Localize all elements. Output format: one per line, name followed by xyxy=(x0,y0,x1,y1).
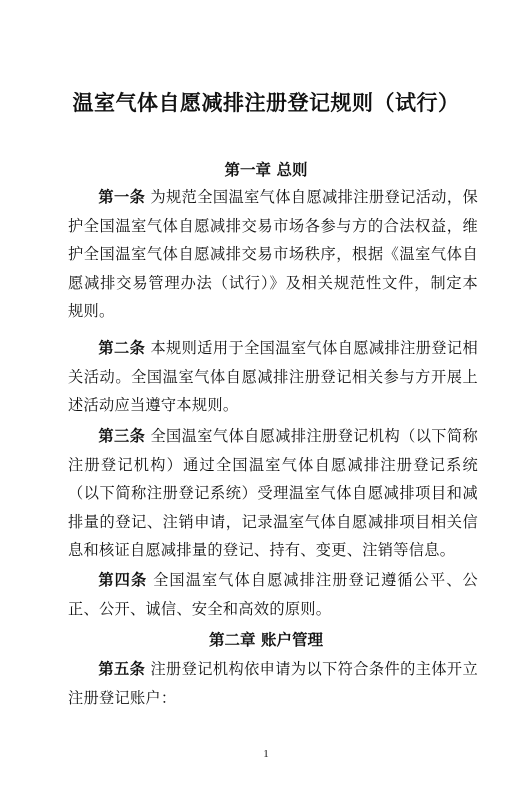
article-4 xyxy=(68,566,478,623)
article-1 xyxy=(68,183,478,326)
article-3 xyxy=(68,422,478,565)
article-label: 第一条 xyxy=(98,188,146,206)
article-label: 第二条 xyxy=(98,339,146,357)
page-number: 1 xyxy=(263,748,269,760)
article-text: 为规范全国温室气体自愿减排注册登记活动，保护全国温室气体自愿减排交易市场各参与方的合法权益，维护全国温室气体自愿减排交易市场秩序，根据《温室气体自愿减排交易管理办法（试行）》及相关规范性文件，制定本规则。 xyxy=(68,188,478,321)
article-label: 第三条 xyxy=(98,427,146,445)
chapter-heading-2: 第二章 账户管理 xyxy=(209,630,323,649)
article-text: 全国温室气体自愿减排注册登记机构（以下简称注册登记机构）通过全国温室气体自愿减排注册登记系统（以下简称注册登记系统）受理温室气体自愿减排项目和减排量的登记、注销申请，记录温室气体自愿减排项目相关信息和核证自愿减排量的登记、持有、变更、注销等信息。 xyxy=(68,427,478,560)
article-5 xyxy=(68,655,478,712)
article-label: 第五条 xyxy=(98,660,146,678)
article-text: 本规则适用于全国温室气体自愿减排注册登记相关活动。全国温室气体自愿减排注册登记相关参与方开展上述活动应当遵守本规则。 xyxy=(68,339,478,415)
article-label: 第四条 xyxy=(98,571,148,589)
document-title: 温室气体自愿减排注册登记规则（试行） xyxy=(72,90,460,115)
chapter-heading-1: 第一章 总则 xyxy=(224,160,308,179)
article-2 xyxy=(68,334,478,420)
article-text: 注册登记机构依申请为以下符合条件的主体开立注册登记账户： xyxy=(68,660,478,707)
article-text: 全国温室气体自愿减排注册登记遵循公平、公正、公开、诚信、安全和高效的原则。 xyxy=(68,571,478,618)
